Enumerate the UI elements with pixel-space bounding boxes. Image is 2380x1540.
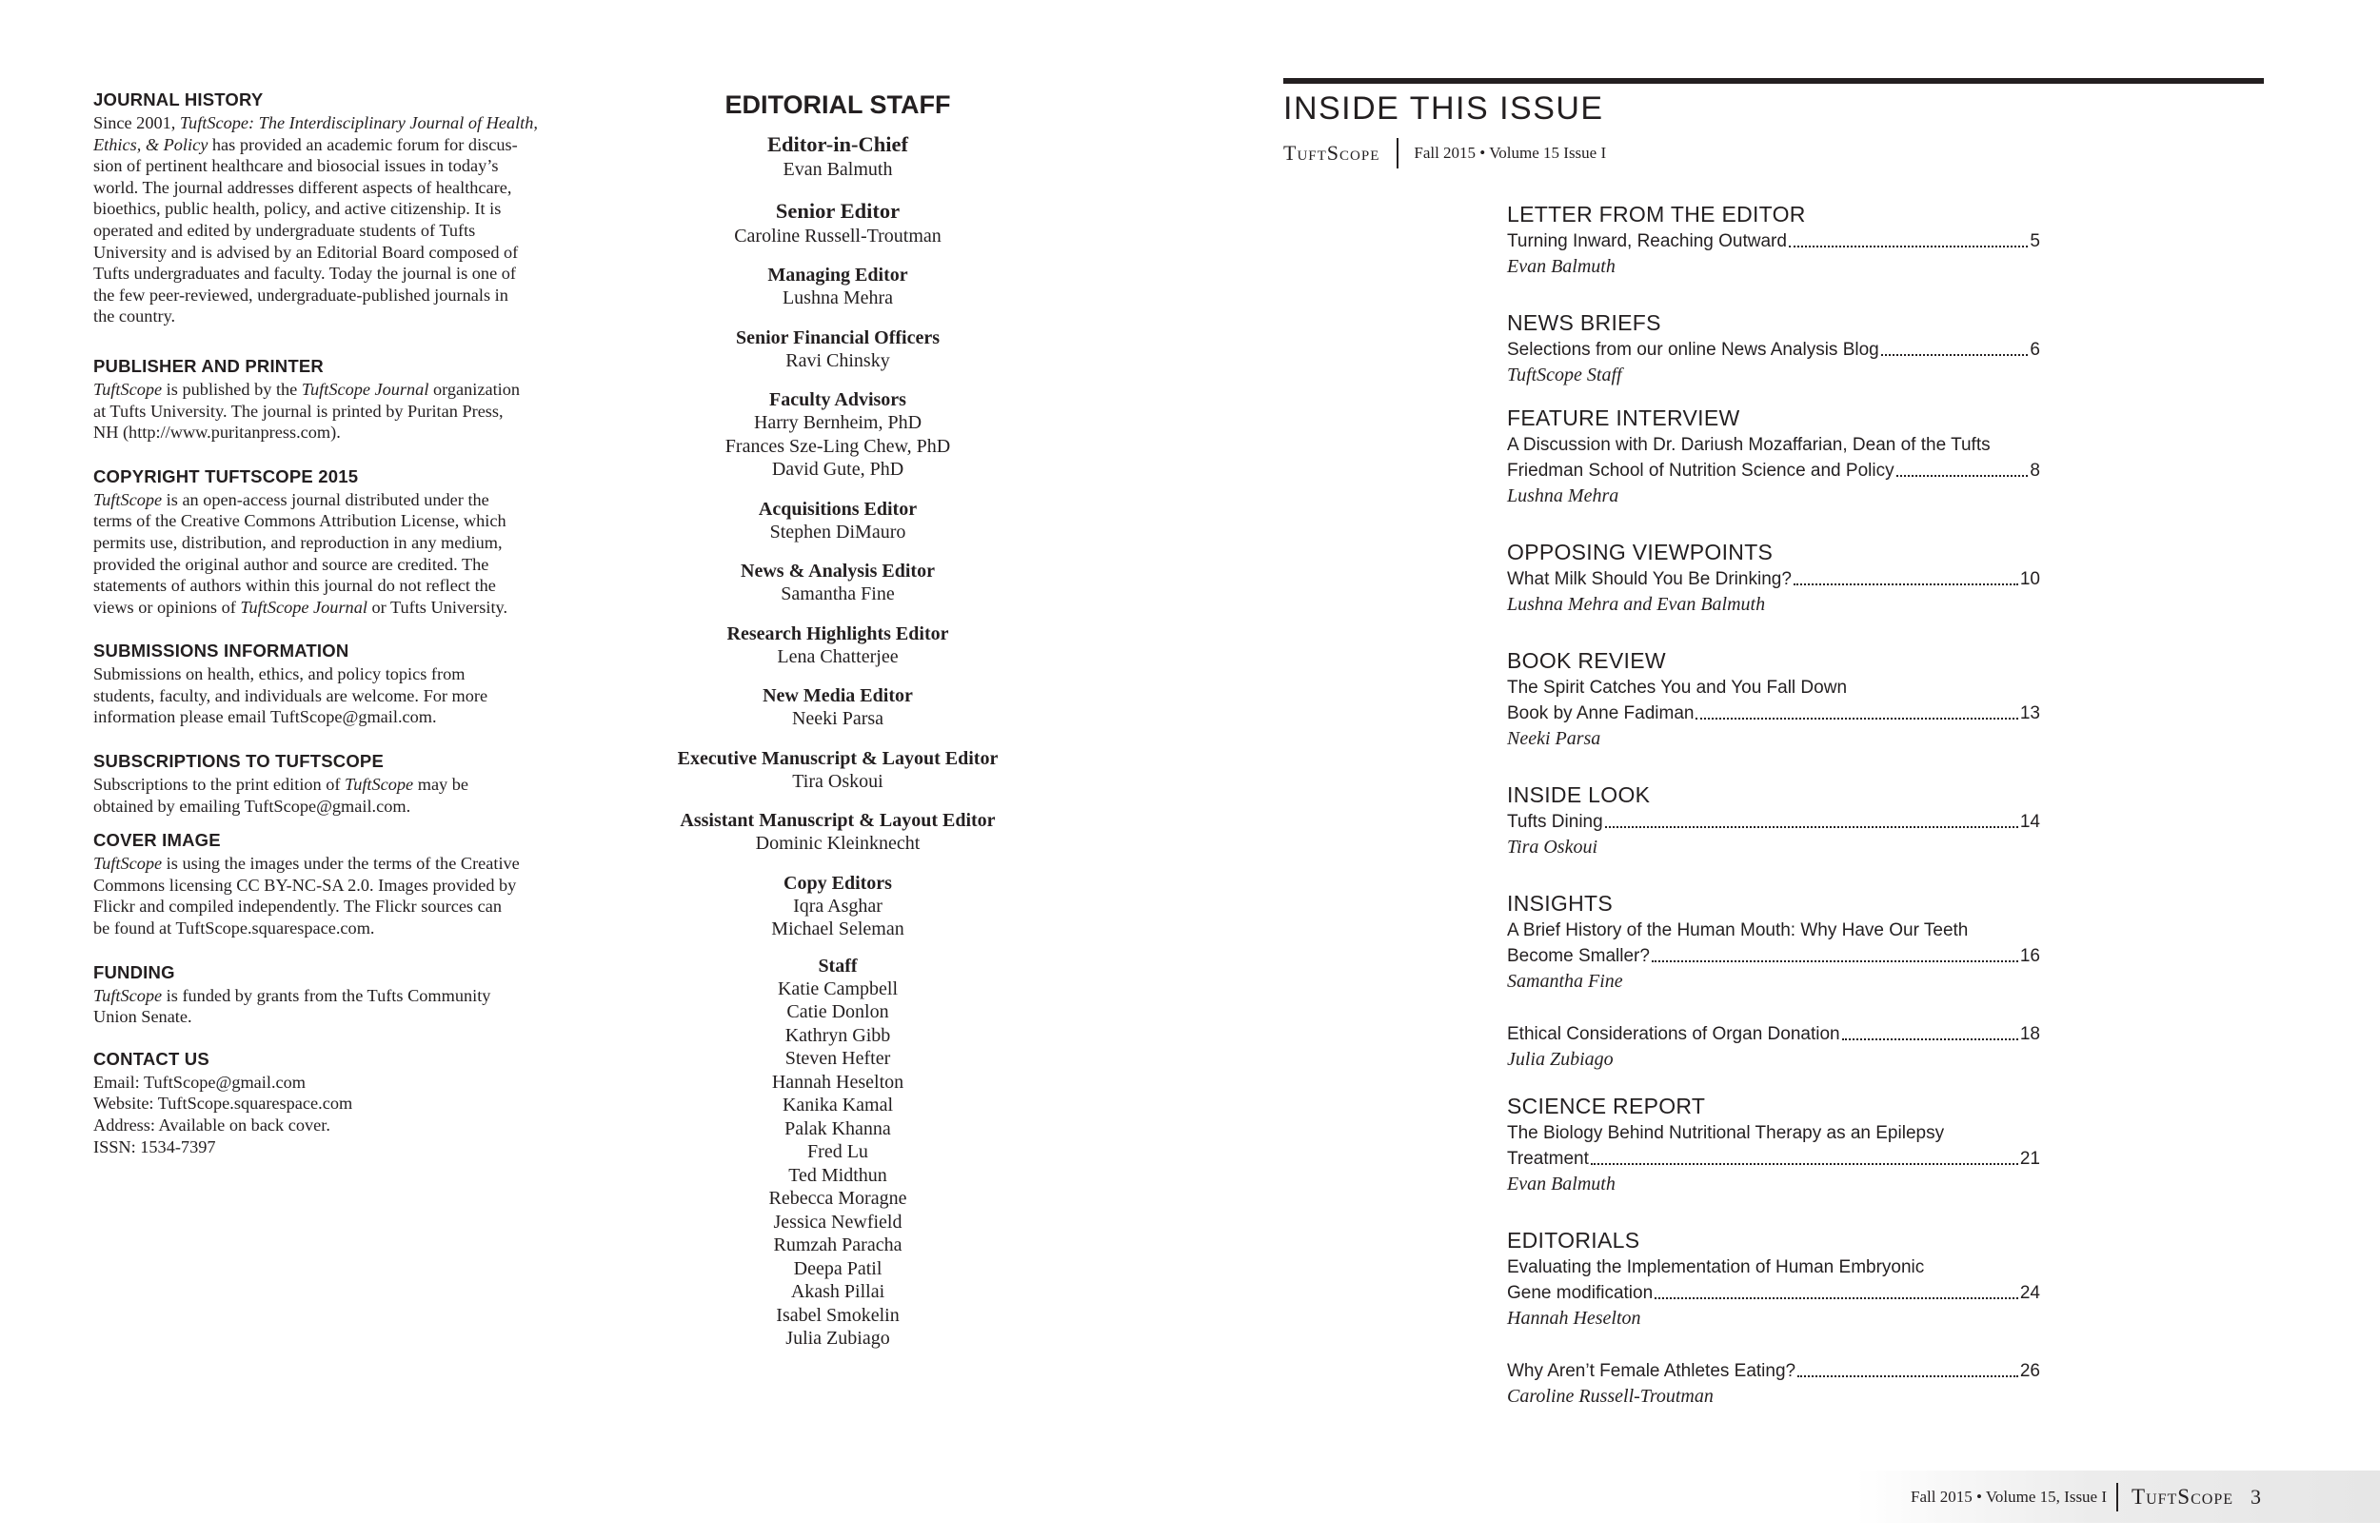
toc-entry[interactable] [1507, 918, 2040, 995]
staff-name: Harry Bernheim, PhD [753, 412, 922, 433]
body-line [93, 422, 569, 444]
body-line [93, 112, 569, 134]
dot-leader [1696, 717, 2017, 720]
dot-leader [1605, 825, 2018, 828]
role-title: Acquisitions Editor [758, 498, 918, 520]
body-line [93, 875, 569, 897]
role-title: Executive Manuscript & Layout Editor [677, 747, 999, 769]
toc-section [1507, 646, 2040, 752]
journal-info-column [93, 88, 569, 1157]
body-text: is funded by grants from the Tufts Community [162, 985, 491, 1005]
staff-name: Jessica Newfield [773, 1211, 902, 1233]
italic-text: TuftScope [93, 489, 163, 509]
toc-section [1507, 1092, 2040, 1197]
toc-page-number: 13 [2019, 703, 2040, 723]
editorial-roles [619, 131, 1057, 1351]
toc-entry[interactable] [1507, 228, 2040, 280]
staff-name: Stephen DiMauro [769, 521, 906, 543]
role-title: Senior Editor [775, 198, 901, 223]
body-line [93, 379, 569, 401]
toc-entry-leader-row [1507, 809, 2040, 835]
italic-text: TuftScope [93, 985, 163, 1005]
toc-author: TuftScope Staff [1507, 365, 1622, 385]
toc-author: Samantha Fine [1507, 971, 1623, 992]
body-text: Address: Available on back cover. [93, 1116, 330, 1135]
masthead-divider [1397, 138, 1398, 168]
dot-leader [1797, 1374, 2018, 1377]
staff-name: Michael Seleman [771, 918, 904, 939]
staff-name: Rumzah Paracha [773, 1234, 902, 1255]
dot-leader [1652, 959, 2018, 962]
toc-page-number: 24 [2019, 1283, 2040, 1303]
toc-entry-title: Ethical Considerations of Organ Donation [1507, 1024, 1840, 1044]
staff-role [619, 198, 1057, 248]
role-title: News & Analysis Editor [741, 561, 935, 582]
toc-page-number: 16 [2019, 946, 2040, 966]
body-text: Union Senate. [93, 1007, 192, 1027]
body-text: permits use, distribution, and reproduction in any medium, [93, 532, 503, 552]
staff-name: Frances Sze-Ling Chew, PhD [724, 435, 951, 457]
masthead [1283, 138, 1606, 168]
body-line [93, 896, 569, 918]
info-section [93, 354, 569, 444]
body-line [93, 155, 569, 177]
section-heading: SUBMISSIONS INFORMATION [93, 641, 349, 661]
toc-section-heading: EDITORIALS [1507, 1228, 1640, 1253]
body-text: Website: TuftScope.squarespace.com [93, 1094, 353, 1114]
body-text: is an open-access journal distributed under the [162, 489, 489, 509]
body-line [93, 177, 569, 199]
body-text: has provided an academic forum for discus- [208, 134, 518, 154]
toc-section-heading: INSIGHTS [1507, 891, 1614, 916]
body-text: Subscriptions to the print edition of [93, 775, 346, 795]
body-line [93, 663, 569, 685]
section-body [93, 663, 569, 728]
body-line [93, 134, 569, 156]
italic-text: TuftScope [93, 379, 163, 399]
section-heading: COVER IMAGE [93, 830, 221, 851]
dot-leader [1881, 353, 2029, 356]
toc-section [1507, 200, 2040, 280]
toc-entry-title: Why Aren’t Female Athletes Eating? [1507, 1361, 1796, 1381]
toc-entry-title-line: The Spirit Catches You and You Fall Down [1507, 678, 1848, 698]
toc-entry-title: Friedman School of Nutrition Science and Policy [1507, 461, 1894, 481]
toc-section [1507, 780, 2040, 860]
body-line [93, 1115, 569, 1136]
role-title: Research Highlights Editor [726, 622, 949, 644]
staff-role [619, 622, 1057, 669]
toc-entry-leader-row [1507, 458, 2040, 484]
staff-role [619, 560, 1057, 606]
staff-name: Steven Hefter [784, 1048, 891, 1069]
body-text: the country. [93, 306, 176, 326]
body-text: bioethics, public health, policy, and active citizenship. It is [93, 199, 502, 219]
toc-entry-title: Selections from our online News Analysis Blog [1507, 340, 1879, 360]
section-heading: JOURNAL HISTORY [93, 89, 264, 109]
staff-role [619, 872, 1057, 941]
role-title: New Media Editor [763, 685, 913, 706]
issue-label: Fall 2015 • Volume 15 Issue I [1414, 144, 1607, 162]
body-text: the few peer-reviewed, undergraduate-published journals in [93, 285, 508, 305]
staff-role [619, 131, 1057, 182]
toc-page-number: 26 [2019, 1361, 2040, 1381]
staff-name: Ted Midthun [788, 1164, 887, 1186]
body-line [93, 401, 569, 423]
staff-role [619, 388, 1057, 482]
body-text: is published by the [162, 379, 302, 399]
toc-page-number: 5 [2030, 231, 2040, 251]
italic-text: TuftScope: The Interdisciplinary Journal of Health, [179, 113, 538, 132]
dot-leader [1794, 582, 2018, 585]
toc-author: Evan Balmuth [1507, 1174, 1616, 1194]
toc-section-heading: OPPOSING VIEWPOINTS [1507, 540, 1774, 564]
toc-entry-leader-row [1507, 566, 2040, 592]
body-text: NH (http://www.puritanpress.com). [93, 423, 341, 443]
body-text: at Tufts University. The journal is printed by Puritan Press, [93, 401, 504, 421]
staff-name: David Gute, PhD [771, 459, 904, 480]
role-title: Editor-in-Chief [767, 132, 908, 156]
staff-name: Evan Balmuth [783, 159, 893, 180]
role-title: Assistant Manuscript & Layout Editor [680, 810, 996, 831]
toc-entry[interactable] [1507, 566, 2040, 618]
role-title: Copy Editors [783, 872, 892, 894]
toc-entry[interactable] [1507, 432, 2040, 509]
brand-name: TuftScope [1283, 141, 1380, 165]
footer-brand: TuftScope [2132, 1485, 2233, 1509]
footer-issue-label: Fall 2015 • Volume 15, Issue I [1911, 1488, 2108, 1506]
toc-section [1507, 1226, 2040, 1410]
staff-name: Samantha Fine [781, 583, 895, 604]
body-line [93, 1136, 569, 1158]
italic-text: TuftScope [93, 854, 163, 874]
staff-name: Deepa Patil [793, 1257, 883, 1279]
inside-this-issue-title: INSIDE THIS ISSUE [1283, 90, 1604, 127]
toc-section-heading: LETTER FROM THE EDITOR [1507, 202, 1806, 227]
info-section [93, 88, 569, 327]
section-body [93, 985, 569, 1028]
body-text: sion of pertinent healthcare and biosocial issues in today’s [93, 156, 499, 176]
table-of-contents [1507, 200, 2040, 1410]
italic-text: TuftScope Journal [240, 597, 367, 617]
page-footer [1911, 1481, 2261, 1513]
staff-name: Catie Donlon [786, 1001, 889, 1022]
staff-name: Neeki Parsa [791, 708, 884, 729]
dot-leader [1655, 1296, 2018, 1299]
body-line [93, 685, 569, 707]
italic-text: TuftScope Journal [301, 379, 429, 399]
staff-name: Fred Lu [807, 1141, 868, 1162]
role-title: Staff [818, 955, 858, 977]
toc-page-number: 14 [2019, 812, 2040, 832]
body-text: Email: TuftScope@gmail.com [93, 1072, 306, 1092]
body-line [93, 220, 569, 242]
staff-name: Isabel Smokelin [776, 1304, 900, 1326]
body-line [93, 198, 569, 220]
body-text: information please email TuftScope@gmail.com. [93, 707, 437, 727]
body-text: statements of authors within this journal do not reflect the [93, 576, 496, 596]
toc-section [1507, 889, 2040, 1073]
section-heading: PUBLISHER AND PRINTER [93, 355, 324, 376]
toc-section-heading: BOOK REVIEW [1507, 648, 1666, 673]
toc-entry-title-line: Evaluating the Implementation of Human Embryonic [1507, 1257, 1925, 1277]
body-text: operated and edited by undergraduate students of Tufts [93, 220, 476, 240]
staff-name: Caroline Russell-Troutman [734, 225, 942, 247]
italic-text: Ethics, & Policy [93, 134, 208, 154]
body-line [93, 532, 569, 554]
role-title: Faculty Advisors [769, 389, 906, 410]
editorial-staff-title: EDITORIAL STAFF [724, 90, 951, 119]
body-text: be found at TuftScope.squarespace.com. [93, 918, 375, 938]
dot-leader [1896, 474, 2029, 477]
info-section [93, 639, 569, 728]
toc-entry[interactable] [1507, 1120, 2040, 1197]
toc-page-number: 21 [2019, 1149, 2040, 1169]
section-body [93, 853, 569, 938]
toc-section-heading: FEATURE INTERVIEW [1507, 405, 1740, 430]
section-body [93, 379, 569, 444]
body-text: Since 2001, [93, 113, 180, 132]
body-line [93, 510, 569, 532]
toc-section [1507, 308, 2040, 388]
info-section [93, 749, 569, 817]
staff-name: Akash Pillai [790, 1281, 885, 1302]
italic-text: TuftScope [345, 775, 414, 795]
body-line [93, 242, 569, 264]
body-line [93, 853, 569, 875]
section-body [93, 112, 569, 327]
staff-name: Julia Zubiago [785, 1328, 890, 1349]
top-rule [1283, 78, 2264, 84]
toc-page-number: 10 [2019, 569, 2040, 589]
info-section [93, 464, 569, 619]
toc-entry-title: Tufts Dining [1507, 812, 1603, 832]
body-line [93, 554, 569, 576]
body-text: is using the images under the terms of the Creative [162, 854, 520, 874]
body-line [93, 1093, 569, 1115]
toc-author: Caroline Russell-Troutman [1507, 1386, 1714, 1407]
toc-author: Neeki Parsa [1507, 728, 1601, 749]
body-text: or Tufts University. [367, 597, 508, 617]
toc-author: Evan Balmuth [1507, 256, 1616, 277]
body-text: students, faculty, and individuals are welcome. For more [93, 685, 488, 705]
staff-role [619, 684, 1057, 731]
staff-name: Palak Khanna [784, 1117, 891, 1139]
body-text: terms of the Creative Commons Attribution License, which [93, 511, 506, 531]
section-body [93, 489, 569, 619]
staff-name: Kanika Kamal [782, 1095, 894, 1116]
toc-author: Tira Oskoui [1507, 837, 1598, 858]
dot-leader [1789, 245, 2028, 247]
section-heading: FUNDING [93, 961, 175, 982]
toc-entry-title: Treatment [1507, 1149, 1589, 1169]
staff-name: Kathryn Gibb [784, 1024, 891, 1046]
page-number: 3 [2251, 1485, 2261, 1509]
role-title: Managing Editor [767, 265, 908, 286]
staff-role [619, 264, 1057, 310]
body-text: world. The journal addresses different aspects of healthcare, [93, 177, 512, 197]
toc-author: Lushna Mehra and Evan Balmuth [1507, 594, 1766, 615]
staff-name: Katie Campbell [777, 977, 899, 999]
toc-author: Hannah Heselton [1507, 1308, 1641, 1329]
body-line [93, 1072, 569, 1094]
staff-name: Hannah Heselton [771, 1071, 904, 1093]
staff-name: Tira Oskoui [792, 770, 883, 792]
staff-name: Ravi Chinsky [785, 349, 890, 371]
body-line [93, 597, 569, 619]
section-body [93, 774, 569, 817]
toc-entry-title: Become Smaller? [1507, 946, 1650, 966]
toc-entry-title: Turning Inward, Reaching Outward [1507, 231, 1787, 251]
footer-divider [2116, 1483, 2118, 1511]
body-text: may be [413, 775, 469, 795]
body-line [93, 489, 569, 511]
toc-entry-title: Book by Anne Fadiman [1507, 703, 1695, 723]
toc-entry[interactable] [1507, 337, 2040, 388]
staff-name: Lena Chatterjee [777, 645, 899, 667]
dot-leader [1842, 1037, 2018, 1040]
toc-entry-leader-row [1507, 943, 2040, 969]
staff-name: Dominic Kleinknecht [755, 833, 921, 854]
toc-entry-leader-row [1507, 1146, 2040, 1172]
body-line [93, 918, 569, 939]
info-section [93, 1047, 569, 1157]
info-section [93, 960, 569, 1028]
toc-author: Lushna Mehra [1507, 485, 1619, 506]
body-text: Flickr and compiled independently. The Flickr sources can [93, 897, 502, 917]
info-section [93, 828, 569, 938]
staff-role [619, 498, 1057, 544]
section-heading: SUBSCRIPTIONS TO TUFTSCOPE [93, 751, 384, 772]
body-line [93, 306, 569, 327]
staff-name: Rebecca Moragne [768, 1188, 907, 1209]
body-line [93, 263, 569, 285]
editorial-staff-column [619, 88, 1057, 1367]
toc-author: Julia Zubiago [1507, 1049, 1614, 1070]
toc-entry[interactable] [1507, 809, 2040, 860]
staff-role [619, 955, 1057, 1351]
toc-section-heading: INSIDE LOOK [1507, 782, 1651, 807]
body-text: ISSN: 1534-7397 [93, 1136, 216, 1156]
toc-entry-leader-row [1507, 1358, 2040, 1384]
body-text: Commons licensing CC BY-NC-SA 2.0. Images provided by [93, 875, 517, 895]
body-line [93, 285, 569, 306]
section-body [93, 1072, 569, 1157]
toc-entry-leader-row [1507, 701, 2040, 726]
toc-entry-title-line: A Discussion with Dr. Dariush Mozaffarian, Dean of the Tufts [1507, 435, 1991, 455]
body-line [93, 796, 569, 818]
section-heading: CONTACT US [93, 1048, 209, 1069]
toc-entry-title-line: A Brief History of the Human Mouth: Why Have Our Teeth [1507, 920, 1969, 940]
body-text: University and is advised by an Editorial Board composed of [93, 242, 519, 262]
toc-entry-leader-row [1507, 228, 2040, 254]
toc-section-heading: SCIENCE REPORT [1507, 1094, 1706, 1118]
toc-page-number: 18 [2019, 1024, 2040, 1044]
toc-page-number: 8 [2030, 461, 2040, 481]
body-text: obtained by emailing TuftScope@gmail.com. [93, 796, 411, 816]
dot-leader [1591, 1162, 2018, 1165]
toc-entry[interactable] [1507, 1021, 2040, 1073]
body-text: Tufts undergraduates and faculty. Today the journal is one of [93, 264, 516, 284]
body-line [93, 706, 569, 728]
toc-entry-leader-row [1507, 1280, 2040, 1306]
staff-role [619, 809, 1057, 856]
body-line [93, 575, 569, 597]
staff-name: Iqra Asghar [793, 895, 883, 917]
toc-entry-title: What Milk Should You Be Drinking? [1507, 569, 1792, 589]
toc-section [1507, 538, 2040, 618]
staff-name: Lushna Mehra [782, 287, 894, 308]
section-heading: COPYRIGHT TUFTSCOPE 2015 [93, 465, 359, 486]
body-line [93, 1006, 569, 1028]
toc-section-heading: NEWS BRIEFS [1507, 310, 1661, 335]
body-text: organization [428, 379, 521, 399]
role-title: Senior Financial Officers [735, 326, 941, 348]
staff-role [619, 747, 1057, 794]
body-line [93, 985, 569, 1007]
toc-entry-title: Gene modification [1507, 1283, 1654, 1303]
toc-entry[interactable] [1507, 675, 2040, 752]
toc-section [1507, 404, 2040, 509]
staff-role [619, 326, 1057, 373]
toc-page-number: 6 [2030, 340, 2040, 360]
body-text: provided the original author and source are credited. The [93, 554, 489, 574]
body-line [93, 774, 569, 796]
toc-entry[interactable] [1507, 1358, 2040, 1410]
body-text: Submissions on health, ethics, and policy topics from [93, 664, 466, 684]
toc-entry-title-line: The Biology Behind Nutritional Therapy as an Epilepsy [1507, 1123, 1945, 1143]
toc-entry-leader-row [1507, 1021, 2040, 1047]
toc-entry[interactable] [1507, 1254, 2040, 1332]
body-text: views or opinions of [93, 597, 241, 617]
toc-entry-leader-row [1507, 337, 2040, 363]
